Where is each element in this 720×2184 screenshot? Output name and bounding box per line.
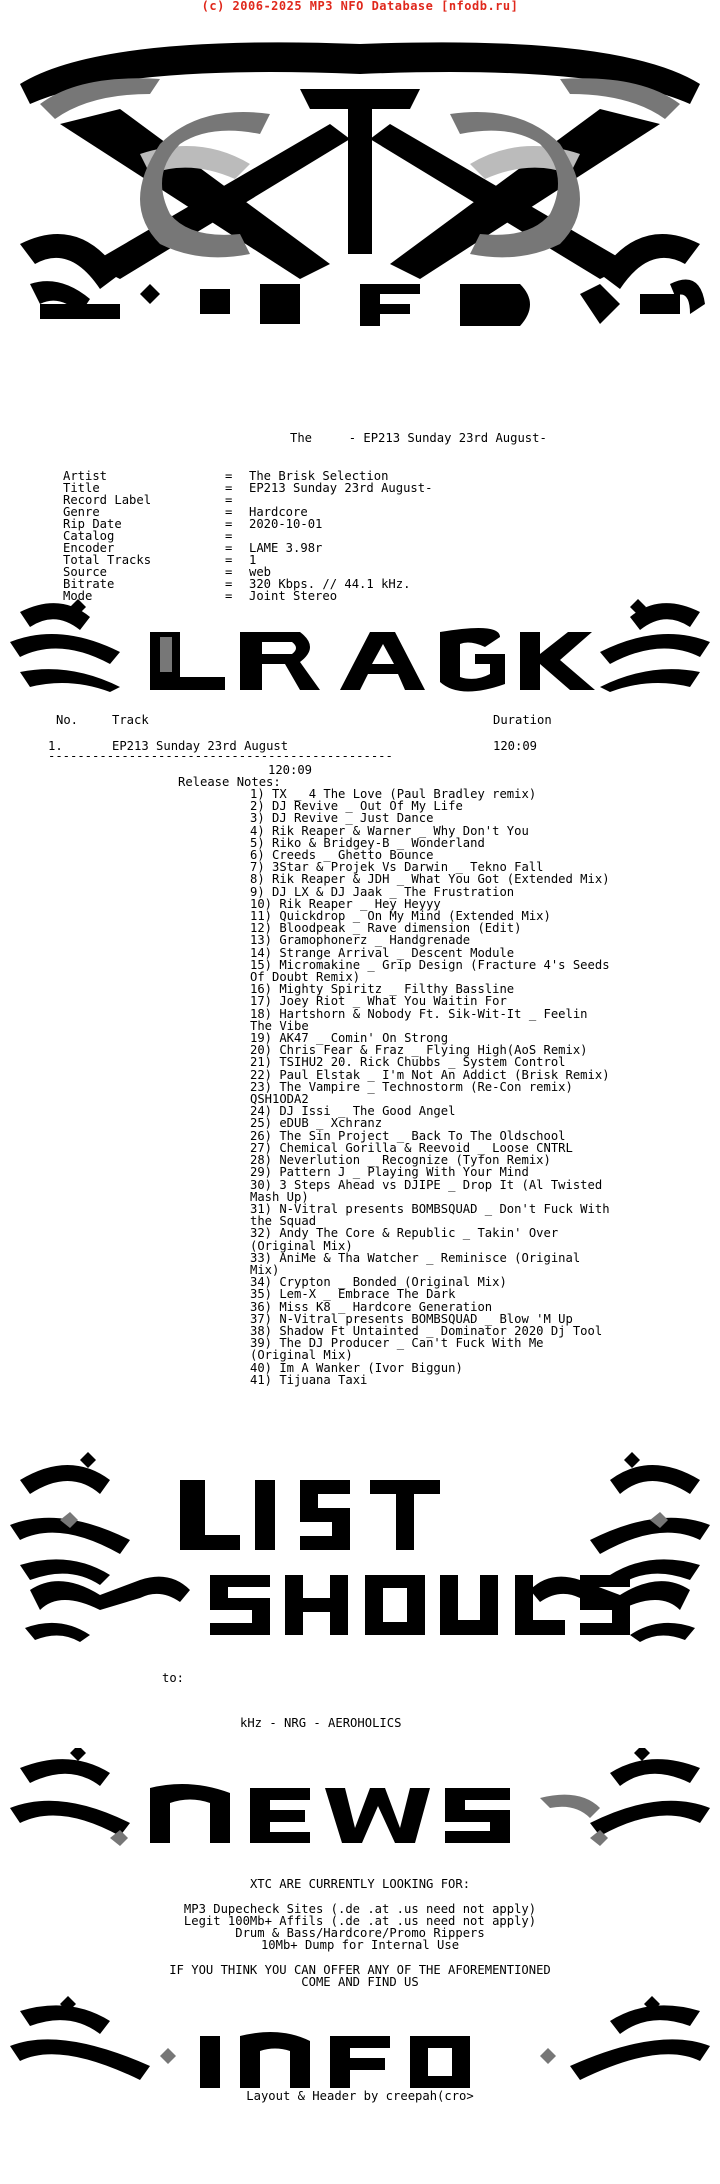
release-note-item: 1) TX _ 4 The Love (Paul Bradley remix) (250, 787, 537, 801)
info-key: Source (63, 565, 108, 580)
release-note-item: 7) 3Star & Projek Vs Darwin _ Tekno Fall (250, 860, 544, 875)
notes-heading-art (0, 1450, 720, 1645)
info-key: Catalog (63, 529, 115, 544)
release-note-item: 32) Andy The Core & Republic _ Takin' Over (Original Mix) (250, 1226, 566, 1253)
news-heading-art (0, 1748, 720, 1853)
release-note-item: 29) Pattern J _ Playing With Your Mind (250, 1165, 529, 1180)
info-key: Title (63, 481, 100, 496)
info-value: 1 (249, 553, 257, 568)
release-note-item: 9) DJ LX & DJ Jaak _ The Frustration (250, 884, 515, 899)
info-key: Rip Date (63, 517, 122, 532)
tracklist-total: 120:09 (268, 763, 313, 777)
release-note-item: 34) Crypton _ Bonded (Original Mix) (250, 1275, 507, 1290)
info-eq: = (225, 505, 233, 520)
release-note-item: 5) Riko & Bridgey-B _ Wonderland (250, 835, 485, 850)
release-note-item: 14) Strange Arrival _ Descent Module (250, 945, 515, 960)
release-note-item: 33) AniMe & Tha Watcher _ Reminisce (Original Mix) (250, 1250, 588, 1277)
info-eq: = (225, 529, 233, 544)
release-header-line: The - EP213 Sunday 23rd August- (290, 431, 547, 445)
info-value: 2020-10-01 (249, 517, 323, 532)
release-note-item: 2) DJ Revive _ Out Of My Life (250, 799, 463, 814)
release-notes-list (250, 787, 617, 1387)
release-note-item: 21) TSIHU2 20. Rick Chubbs _ System Control (250, 1055, 566, 1070)
greets-line: kHz - NRG - AEROHOLICS (240, 1716, 402, 1730)
copyright-banner: (c) 2006-2025 MP3 NFO Database [nfodb.ru] (201, 0, 519, 13)
release-note-item: 8) Rik Reaper & JDH _ What You Got (Extended Mix) (250, 872, 610, 887)
release-note-item: 19) AK47 _ Comin' On Strong (250, 1031, 449, 1046)
info-value: 320 Kbps. // 44.1 kHz. (249, 577, 411, 592)
col-no-header: No. (56, 713, 79, 727)
release-note-item: 13) Gramophonerz _ Handgrenade (250, 933, 471, 948)
info-key: Encoder (63, 541, 115, 556)
info-eq: = (225, 589, 233, 604)
release-note-item: 39) The DJ Producer _ Can't Fuck With Me (Original Mix) (250, 1336, 551, 1363)
news-item: 10Mb+ Dump for Internal Use (260, 1938, 460, 1952)
release-note-item: 3) DJ Revive _ Just Dance (250, 811, 434, 826)
release-note-item: 10) Rik Reaper _ Hey Heyyy (250, 896, 441, 911)
release-note-item: 41) Tijuana Taxi (250, 1372, 368, 1387)
info-eq: = (225, 469, 233, 484)
info-value: web (249, 565, 272, 580)
release-note-item: 36) Miss K8 _ Hardcore Generation (250, 1299, 493, 1314)
release-note-item: 30) 3 Steps Ahead vs DJIPE _ Drop It (Al Twisted Mash Up) (250, 1177, 610, 1204)
footer-info-art (0, 1996, 720, 2096)
release-note-item: 12) Bloodpeak _ Rave dimension (Edit) (250, 921, 522, 936)
news-heading: XTC ARE CURRENTLY LOOKING FOR: (249, 1877, 471, 1891)
info-key: Mode (63, 589, 93, 604)
release-note-item: 25) eDUB _ Xchranz (250, 1116, 383, 1131)
release-note-item: 35) Lem-X _ Embrace The Dark (250, 1287, 456, 1302)
release-notes-label: Release Notes: (178, 775, 281, 789)
release-note-item: 26) The Sin Project _ Back To The Oldschool (250, 1128, 566, 1143)
info-key: Total Tracks (63, 553, 152, 568)
release-note-item: 18) Hartshorn & Nobody Ft. Sik-Wit-It _ Feelin The Vibe (250, 1006, 595, 1033)
news-item: Legit 100Mb+ Affils (.de .at .us need not apply) (183, 1914, 537, 1928)
xtc-logo-art (0, 14, 720, 334)
info-eq: = (225, 493, 233, 508)
info-eq: = (225, 517, 233, 532)
release-note-item: 6) Creeds _ Ghetto Bounce (250, 848, 434, 863)
release-note-item: 37) N-Vitral presents BOMBSQUAD _ Blow 'M Up (250, 1311, 573, 1326)
info-value: LAME 3.98r (249, 541, 323, 556)
info-value: Hardcore (249, 505, 308, 520)
release-note-item: 27) Chemical Gorilla & Reevoid _ Loose CNTRL (250, 1140, 573, 1155)
track-title: EP213 Sunday 23rd August (112, 739, 289, 753)
col-duration-header: Duration (493, 713, 552, 727)
release-note-item: 40) Im A Wanker (Ivor Biggun) (250, 1360, 463, 1375)
credit-line: Layout & Header by creepah(cro> (246, 2089, 474, 2103)
release-note-item: 31) N-Vitral presents BOMBSQUAD _ Don't Fuck With the Squad (250, 1201, 617, 1229)
news-footer-line: COME AND FIND US (301, 1975, 419, 1989)
info-value: EP213 Sunday 23rd August- (249, 481, 433, 496)
col-track-header: Track (112, 713, 149, 727)
release-note-item: 22) Paul Elstak _ I'm Not An Addict (Brisk Remix) (250, 1067, 610, 1082)
track-duration: 120:09 (493, 739, 538, 753)
info-eq: = (225, 553, 233, 568)
greets-to-label: to: (162, 1671, 185, 1685)
release-note-item: 28) Neverlution _ Recognize (Tyfon Remix) (250, 1153, 551, 1168)
news-footer-line: IF YOU THINK YOU CAN OFFER ANY OF THE AFOREMENTIONED (169, 1963, 551, 1977)
news-item: Drum & Bass/Hardcore/Promo Rippers (235, 1926, 485, 1940)
release-note-item: 23) The Vampire _ Technostorm (Re-Con remix) QSH1ODA2 (250, 1079, 581, 1107)
release-note-item: 20) Chris Fear & Fraz _ Flying High(AoS Remix) (250, 1043, 588, 1058)
tracklist-heading-art (0, 589, 720, 697)
info-eq: = (225, 481, 233, 496)
release-note-item: 17) Joey Riot _ What You Waitin For (250, 994, 507, 1009)
track-no: 1. (48, 739, 63, 753)
release-note-item: 11) Quickdrop _ On My Mind (Extended Mix) (250, 909, 551, 924)
news-item: MP3 Dupecheck Sites (.de .at .us need not apply) (183, 1902, 537, 1916)
release-note-item: 24) DJ Issi _ The Good Angel (250, 1104, 456, 1119)
info-key: Bitrate (63, 577, 115, 592)
info-key: Record Label (63, 493, 152, 508)
info-eq: = (225, 577, 233, 592)
tracklist-separator: ----------------------------------------------- (48, 749, 393, 763)
info-key: Genre (63, 505, 100, 520)
release-note-item: 4) Rik Reaper & Warner _ Why Don't You (250, 823, 529, 838)
release-note-item: 38) Shadow Ft Untainted _ Dominator 2020 Dj Tool (250, 1323, 603, 1338)
info-value: Joint Stereo (249, 589, 338, 604)
release-note-item: 15) Micromakine _ Grip Design (Fracture 4's Seeds Of Doubt Remix) (250, 957, 617, 985)
info-key: Artist (63, 469, 108, 484)
release-note-item: 16) Mighty Spiritz _ Filthy Bassline (250, 982, 515, 997)
info-value: The Brisk Selection (249, 469, 389, 484)
info-eq: = (225, 565, 233, 580)
info-eq: = (225, 541, 233, 556)
